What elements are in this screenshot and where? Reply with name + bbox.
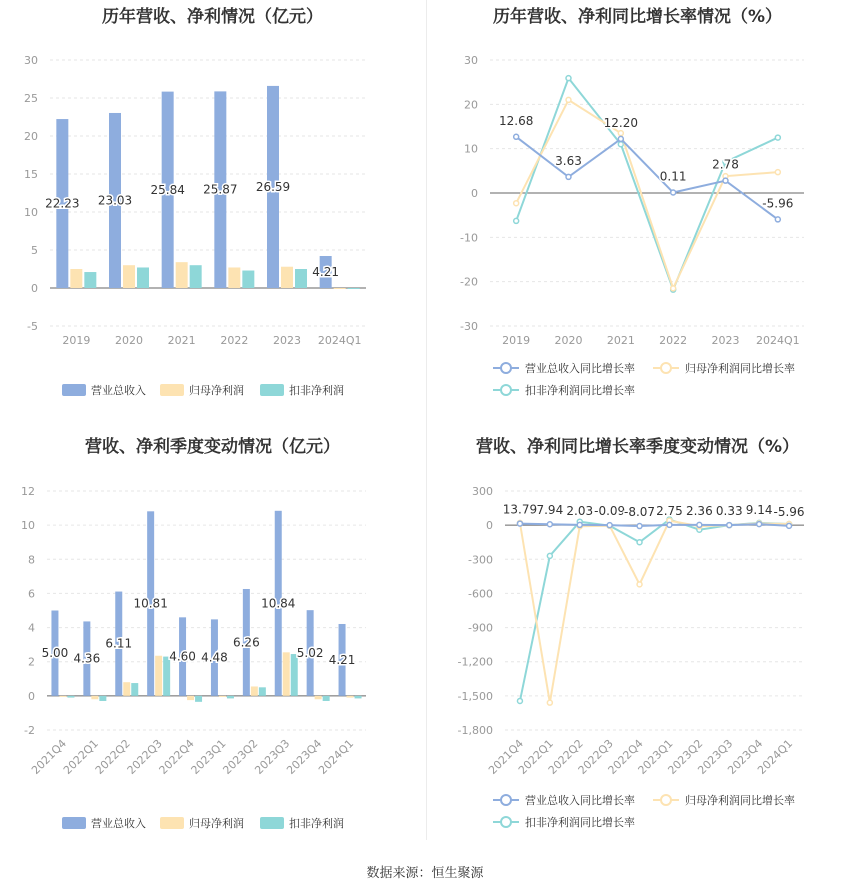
bar-net-profit — [347, 696, 354, 698]
bar-deducted-profit — [67, 696, 74, 698]
data-label: 13.79 — [502, 502, 538, 517]
bar-deducted-profit — [291, 654, 298, 696]
bar-deducted-profit — [137, 267, 149, 288]
x-tick-label: 2021 — [606, 334, 635, 347]
bar-net-profit — [315, 696, 322, 699]
y-tick-label: 5 — [31, 244, 38, 257]
data-label: 25.87 — [203, 182, 238, 197]
data-point — [607, 523, 612, 528]
bar-deducted-profit — [99, 696, 106, 701]
series-line — [520, 519, 789, 701]
data-point — [517, 521, 522, 526]
data-label: 4.36 — [73, 651, 101, 666]
data-label: -5.96 — [762, 196, 794, 211]
legend-marker — [501, 363, 511, 373]
legend-swatch — [160, 817, 184, 829]
y-tick-label: 4 — [28, 621, 35, 635]
x-tick-label: 2024Q1 — [755, 736, 796, 777]
data-label: -5.96 — [773, 504, 805, 519]
legend-label: 营业总收入同比增长率 — [525, 362, 635, 375]
y-tick-label: -1,200 — [457, 655, 493, 669]
x-tick-label: 2021Q4 — [29, 736, 70, 777]
x-tick-label: 2021 — [167, 334, 196, 347]
legend-label: 营业总收入 — [91, 817, 146, 830]
legend-marker — [661, 795, 671, 805]
data-point — [514, 134, 519, 139]
series-line — [520, 521, 789, 703]
data-label: 5.02 — [296, 646, 324, 661]
data-label: 10.81 — [133, 596, 168, 611]
y-tick-label: 0 — [471, 187, 478, 200]
data-point — [787, 523, 792, 528]
data-label: 3.63 — [555, 153, 582, 168]
x-tick-label: 2024Q1 — [756, 334, 800, 347]
x-tick-label: 2023Q1 — [188, 736, 229, 777]
y-tick-label: -600 — [468, 587, 493, 601]
data-point — [775, 217, 780, 222]
data-point — [566, 76, 571, 81]
data-label: 6.11 — [105, 636, 133, 651]
data-label: 22.23 — [45, 196, 80, 211]
bar-deducted-profit — [84, 272, 96, 288]
x-tick-label: 2022Q1 — [60, 736, 101, 777]
panel-quarterly-growth — [425, 430, 850, 860]
x-tick-label: 2023Q3 — [252, 736, 293, 777]
panel-quarterly-revenue-profit — [0, 430, 425, 860]
x-tick-label: 2020 — [115, 334, 143, 347]
y-tick-label: -20 — [460, 275, 478, 289]
data-point — [671, 286, 676, 291]
data-point — [514, 201, 519, 206]
x-tick-label: 2022Q1 — [515, 736, 556, 777]
y-tick-label: -10 — [460, 231, 478, 245]
data-label: 0.11 — [659, 169, 687, 184]
data-point — [697, 522, 702, 527]
data-point — [618, 142, 623, 147]
chart-title: 历年营收、净利同比增长率情况（%） — [492, 7, 783, 27]
bar-deducted-profit — [323, 696, 330, 701]
data-label: 2.75 — [656, 503, 683, 518]
legend-swatch — [62, 384, 86, 396]
y-tick-label: -30 — [460, 320, 478, 333]
bar-net-profit — [219, 696, 226, 697]
x-tick-label: 2019 — [502, 334, 531, 347]
y-tick-label: 15 — [24, 168, 38, 181]
data-label: -0.09 — [594, 504, 626, 519]
y-tick-label: 0 — [28, 689, 35, 703]
x-tick-label: 2023Q3 — [695, 736, 736, 777]
data-point — [566, 97, 571, 102]
x-tick-label: 2022Q2 — [92, 736, 133, 777]
x-tick-label: 2023Q4 — [725, 736, 766, 777]
bar-net-profit — [251, 686, 258, 695]
bar-deducted-profit — [195, 696, 202, 702]
data-label: 4.21 — [328, 652, 356, 667]
legend-label: 归母净利润 — [189, 817, 244, 830]
x-tick-label: 2024Q1 — [317, 334, 362, 347]
data-point — [566, 174, 571, 179]
chart-title: 历年营收、净利情况（亿元） — [102, 7, 323, 27]
bar-deducted-profit — [227, 696, 234, 699]
chart-annual-revenue-profit — [0, 0, 425, 430]
data-label: 23.03 — [97, 193, 133, 208]
data-point — [618, 131, 623, 136]
x-tick-label: 2022Q3 — [124, 736, 165, 777]
legend-label: 扣非净利润 — [289, 817, 344, 830]
data-label: 4.48 — [201, 650, 228, 665]
bar-net-profit — [228, 267, 240, 288]
data-label: 9.14 — [745, 503, 773, 518]
bar-deducted-profit — [295, 269, 307, 288]
bar-net-profit — [123, 682, 130, 696]
bar-net-profit — [176, 262, 188, 288]
x-tick-label: 2024Q1 — [316, 736, 357, 777]
y-tick-label: 0 — [486, 519, 493, 533]
legend-marker — [661, 363, 671, 373]
chart-quarterly-revenue-profit — [0, 430, 425, 860]
data-label: 6.26 — [232, 635, 260, 650]
legend-marker — [501, 817, 511, 827]
y-tick-label: -5 — [27, 320, 38, 333]
x-tick-label: 2022 — [659, 334, 688, 347]
y-tick-label: -1,800 — [457, 724, 493, 737]
y-tick-label: -300 — [468, 553, 493, 567]
data-point — [671, 190, 676, 195]
y-tick-label: 6 — [28, 587, 35, 601]
data-label: 4.21 — [312, 265, 340, 280]
x-tick-label: 2023Q2 — [665, 736, 706, 777]
data-label: 26.59 — [255, 179, 291, 194]
bar-deducted-profit — [355, 696, 362, 699]
bar-deducted-profit — [259, 687, 266, 696]
legend-label: 归母净利润同比增长率 — [685, 794, 795, 807]
legend-label: 扣非净利润同比增长率 — [525, 816, 635, 829]
y-tick-label: -1,500 — [457, 689, 493, 703]
bar-deducted-profit — [348, 288, 360, 289]
data-source: 数据来源：恒生聚源 — [366, 866, 484, 881]
x-tick-label: 2019 — [62, 334, 91, 347]
bar-net-profit — [187, 696, 194, 700]
x-tick-label: 2022Q3 — [575, 736, 616, 777]
bar-net-profit — [334, 288, 346, 289]
data-label: 2.36 — [685, 503, 713, 518]
series-line — [516, 78, 778, 289]
data-label: 2.78 — [712, 157, 739, 172]
bar-net-profit — [70, 269, 82, 288]
data-point — [637, 524, 642, 529]
legend-label: 营业总收入 — [91, 384, 146, 397]
data-label: 0.33 — [715, 504, 743, 519]
y-tick-label: -2 — [24, 724, 35, 737]
series-line — [516, 100, 778, 288]
legend-marker — [501, 795, 511, 805]
data-label: 12.20 — [603, 115, 639, 130]
data-point — [547, 522, 552, 527]
y-tick-label: 20 — [24, 130, 38, 143]
data-label: 25.84 — [150, 182, 185, 197]
y-tick-label: 10 — [464, 142, 478, 156]
x-tick-label: 2020 — [554, 334, 583, 347]
data-point — [637, 582, 642, 587]
x-tick-label: 2023Q2 — [220, 736, 261, 777]
x-tick-label: 2021Q4 — [486, 736, 527, 777]
bar-net-profit — [283, 652, 290, 696]
data-point — [775, 170, 780, 175]
y-tick-label: 12 — [21, 485, 35, 498]
chart-annual-growth — [425, 0, 850, 430]
data-label: 2.03 — [566, 503, 594, 518]
series-line — [520, 524, 789, 526]
series-line — [516, 137, 778, 220]
bar-net-profit — [91, 696, 98, 699]
y-tick-label: 20 — [464, 98, 478, 112]
legend-swatch — [260, 817, 284, 829]
data-point — [547, 553, 552, 558]
panel-annual-growth — [425, 0, 850, 430]
legend-label: 归母净利润同比增长率 — [685, 362, 795, 375]
x-tick-label: 2022Q4 — [605, 736, 646, 777]
bar-deducted-profit — [131, 683, 138, 696]
x-tick-label: 2023 — [711, 334, 740, 347]
y-tick-label: 25 — [24, 92, 38, 105]
x-tick-label: 2022Q4 — [156, 736, 197, 777]
y-tick-label: 10 — [24, 206, 38, 219]
data-point — [667, 522, 672, 527]
data-label: 12.68 — [498, 113, 534, 128]
data-point — [637, 540, 642, 545]
data-label: 5.00 — [41, 646, 69, 661]
data-label: 7.94 — [536, 503, 564, 518]
x-tick-label: 2023Q4 — [284, 736, 325, 777]
bar-net-profit — [59, 696, 66, 697]
legend-label: 归母净利润 — [189, 384, 244, 397]
legend-swatch — [160, 384, 184, 396]
y-tick-label: 30 — [464, 54, 478, 67]
legend-label: 扣非净利润同比增长率 — [525, 384, 635, 397]
y-tick-label: 2 — [28, 655, 35, 669]
data-point — [514, 218, 519, 223]
x-tick-label: 2022Q2 — [545, 736, 586, 777]
bar-net-profit — [281, 267, 293, 288]
data-point — [618, 136, 623, 141]
chart-title: 营收、净利同比增长率季度变动情况（%） — [475, 437, 800, 457]
y-tick-label: 0 — [31, 282, 38, 295]
data-point — [757, 522, 762, 527]
chart-quarterly-growth — [425, 430, 850, 860]
legend-label: 扣非净利润 — [289, 384, 344, 397]
y-tick-label: 300 — [472, 485, 493, 498]
data-label: -8.07 — [624, 505, 656, 520]
data-label: 10.84 — [261, 596, 296, 611]
bar-deducted-profit — [190, 265, 202, 288]
legend-swatch — [260, 384, 284, 396]
legend-marker — [501, 385, 511, 395]
bar-deducted-profit — [242, 271, 254, 288]
legend-label: 营业总收入同比增长率 — [525, 794, 635, 807]
x-tick-label: 2022 — [220, 334, 249, 347]
data-point — [775, 135, 780, 140]
y-tick-label: 30 — [24, 54, 38, 67]
data-point — [577, 522, 582, 527]
data-point — [723, 178, 728, 183]
x-tick-label: 2023Q1 — [635, 736, 676, 777]
chart-title: 营收、净利季度变动情况（亿元） — [85, 437, 340, 457]
data-point — [547, 700, 552, 705]
y-tick-label: -900 — [468, 621, 493, 635]
bar-net-profit — [123, 265, 135, 288]
legend-swatch — [62, 817, 86, 829]
y-tick-label: 10 — [21, 519, 35, 533]
data-label: 4.60 — [169, 649, 196, 664]
data-point — [517, 698, 522, 703]
y-tick-label: 8 — [28, 553, 35, 567]
bar-net-profit — [155, 656, 162, 696]
panel-annual-revenue-profit — [0, 0, 425, 430]
data-point — [727, 523, 732, 528]
x-tick-label: 2023 — [273, 334, 301, 347]
